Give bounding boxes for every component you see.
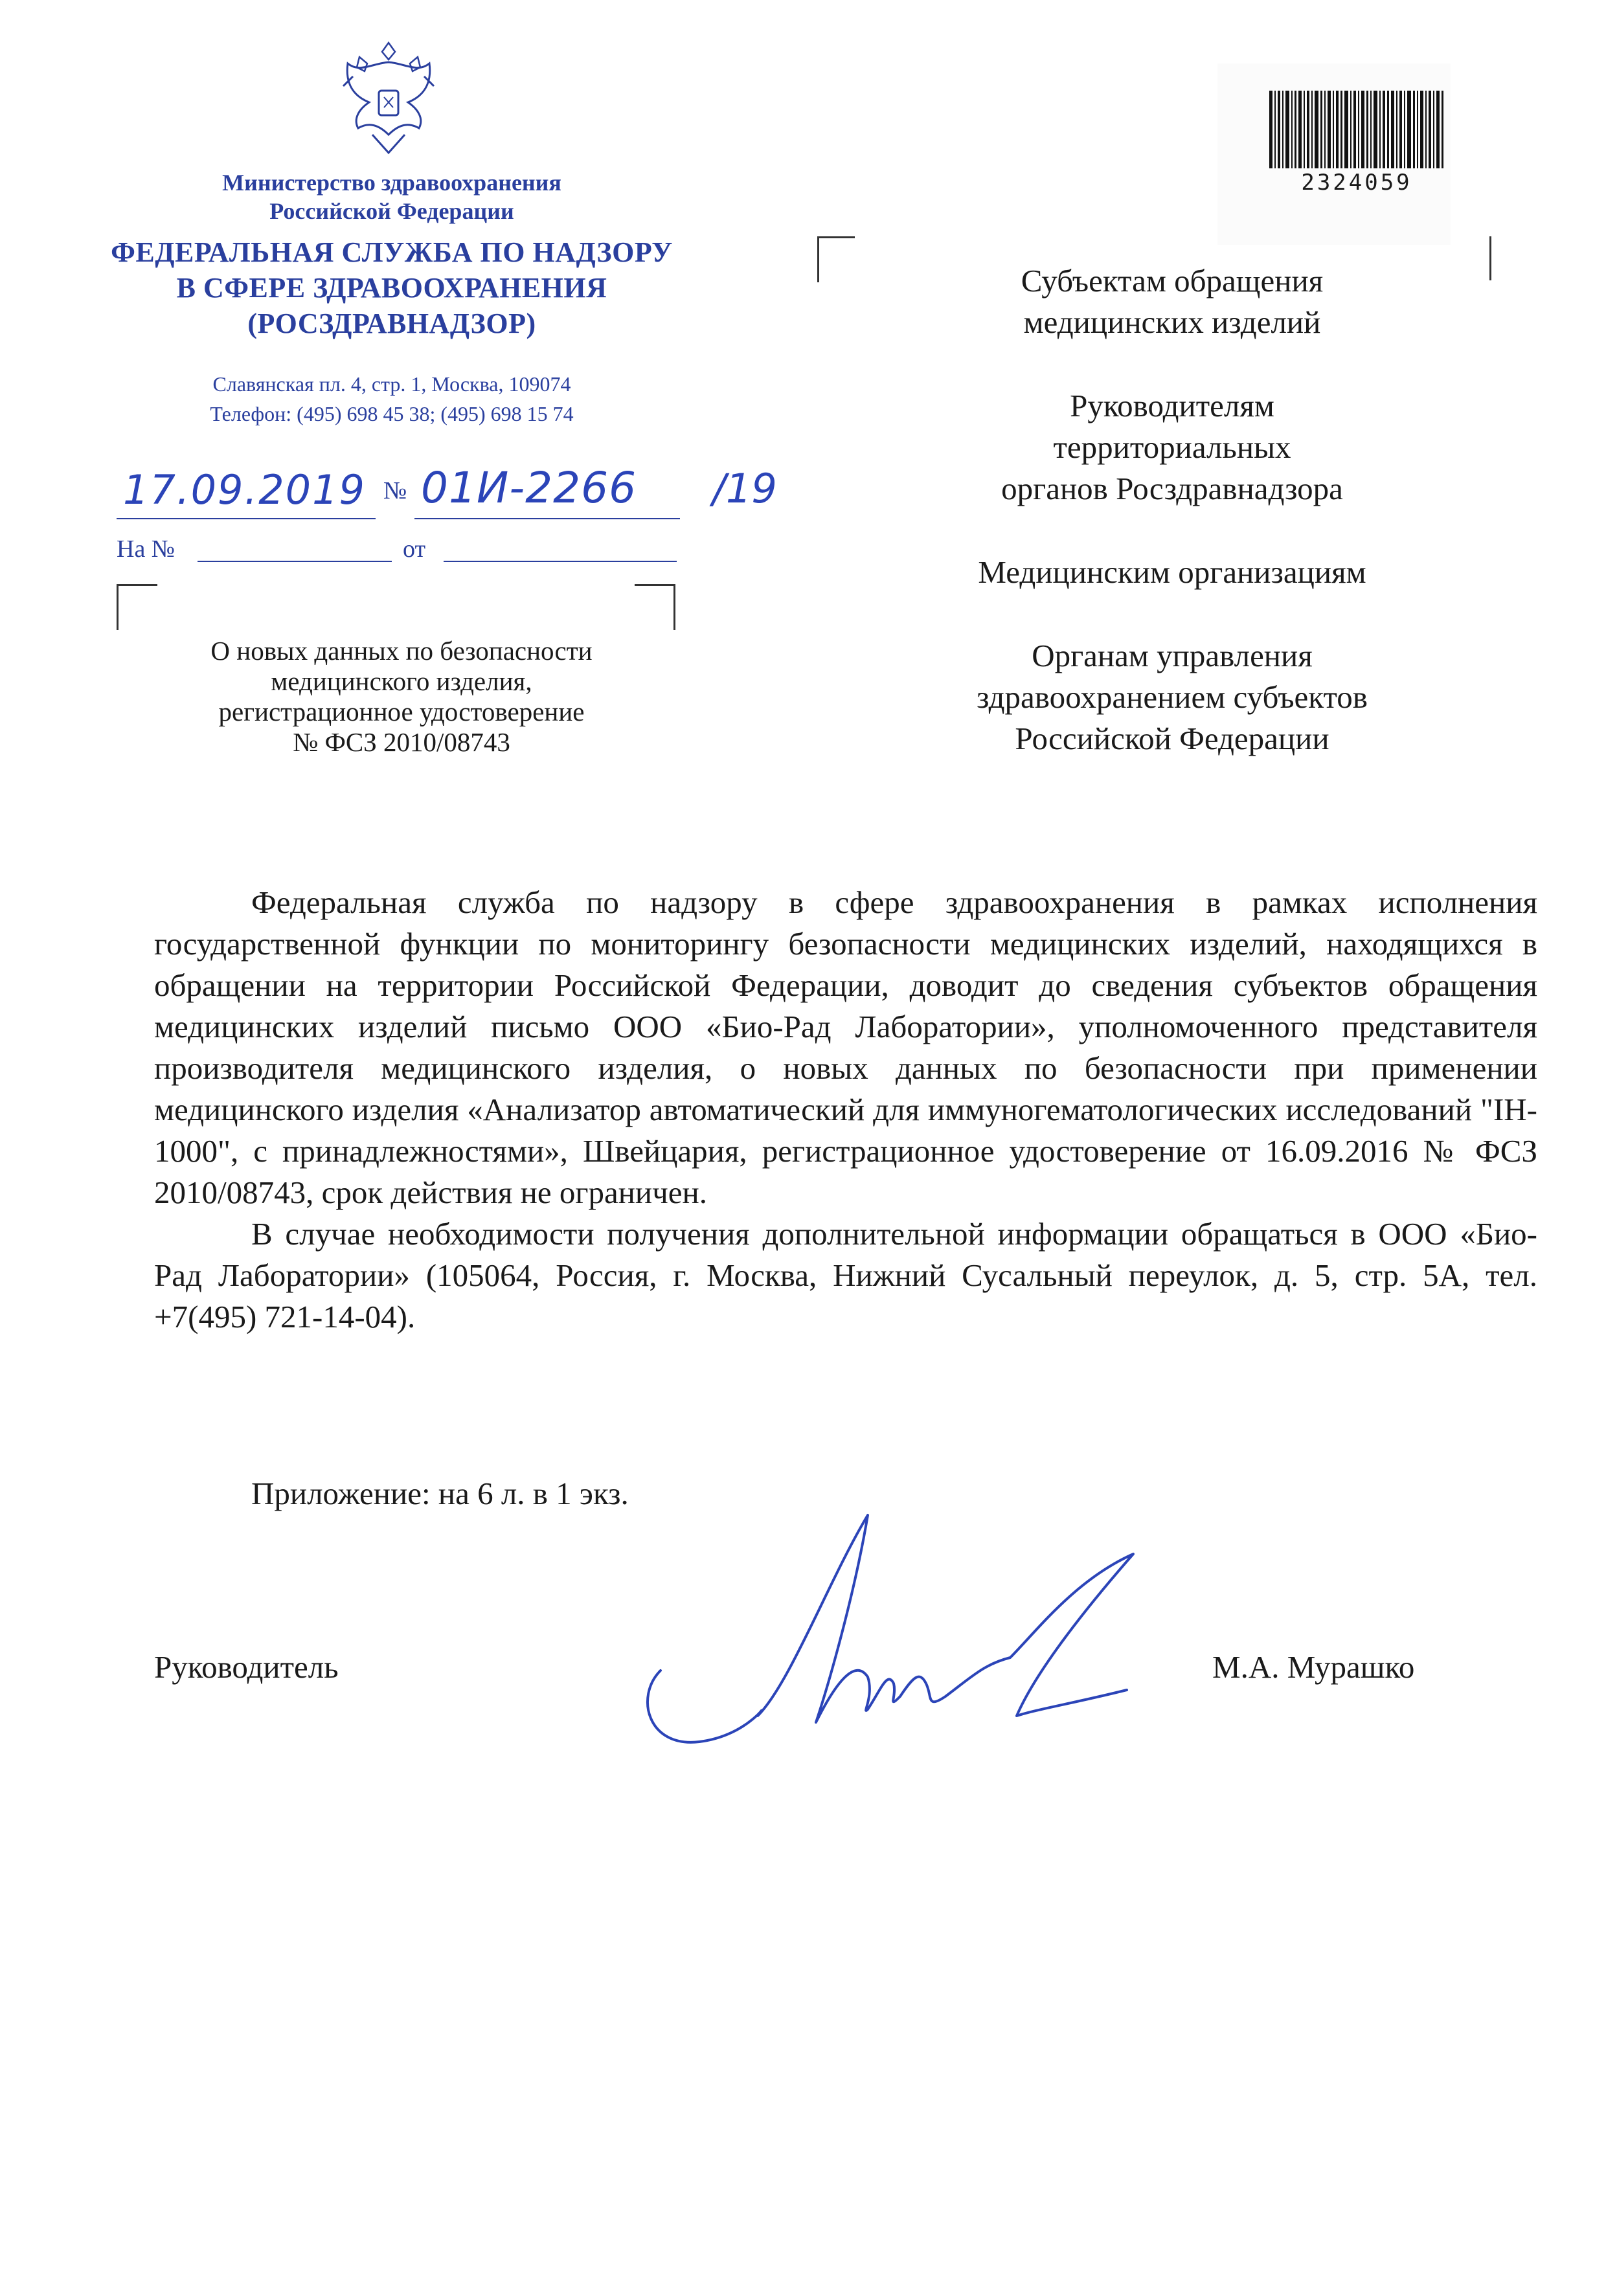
handwritten-signature-icon bbox=[622, 1502, 1140, 1774]
reply-date-line bbox=[444, 561, 677, 562]
reference-year-suffix: /19 bbox=[712, 465, 777, 512]
ministry-line-2: Российской Федерации bbox=[269, 198, 514, 224]
addressee-line: Органам управления bbox=[1032, 638, 1313, 673]
addressee-item bbox=[868, 635, 1476, 760]
addressee-item bbox=[868, 385, 1476, 510]
addressee-line: Российской Федерации bbox=[1015, 721, 1329, 756]
reference-number-line bbox=[414, 518, 680, 519]
service-name bbox=[104, 234, 680, 341]
addressee-line: территориальных bbox=[1053, 429, 1291, 465]
signer-position: Руководитель bbox=[154, 1649, 339, 1685]
subject-line-1: О новых данных по безопасности bbox=[210, 636, 593, 666]
addressee-item bbox=[868, 260, 1476, 343]
service-address bbox=[104, 369, 680, 429]
reply-number-label: На № bbox=[117, 535, 175, 563]
subject-line-4: № ФСЗ 2010/08743 bbox=[293, 727, 510, 757]
reply-number-line bbox=[198, 561, 392, 562]
reference-date: 17.09.2019 bbox=[123, 466, 366, 513]
reply-date-label: от bbox=[403, 535, 426, 563]
addressee-line: здравоохранением субъектов bbox=[977, 679, 1368, 715]
addressee-list bbox=[868, 260, 1476, 802]
addressee-bracket-left bbox=[817, 236, 855, 282]
signer-name: М.А. Мурашко bbox=[1212, 1649, 1415, 1685]
subject-line-2: медицинского изделия, bbox=[271, 666, 532, 696]
barcode-icon bbox=[1269, 91, 1444, 171]
barcode-number: 2324059 bbox=[1301, 170, 1412, 196]
service-line-3: (РОСЗДРАВНАДЗОР) bbox=[247, 308, 536, 339]
addressee-line: медицинских изделий bbox=[1023, 304, 1321, 340]
address-line-2: Телефон: (495) 698 45 38; (495) 698 15 74 bbox=[210, 402, 574, 425]
letter-subject bbox=[117, 636, 686, 758]
reference-number-sign: № bbox=[383, 477, 407, 504]
addressee-item bbox=[868, 552, 1476, 593]
reference-number: 01И-2266 bbox=[421, 463, 637, 513]
subject-bracket-left bbox=[117, 584, 157, 630]
service-line-1: ФЕДЕРАЛЬНАЯ СЛУЖБА ПО НАДЗОРУ bbox=[111, 236, 673, 268]
addressee-line: органов Росздравнадзора bbox=[1001, 471, 1343, 506]
body-paragraph-2: В случае необходимости получения дополнительной информации обращаться в ООО «Био-Рад Лаборатории» (105064, Россия, г. Москва, Нижний Сусальный переулок, д. 5, стр. 5А, тел. +7(495) 721-14-04). bbox=[154, 1216, 1537, 1334]
letter-body bbox=[154, 882, 1537, 1338]
addressee-line: Субъектам обращения bbox=[1021, 263, 1324, 298]
subject-line-3: регистрационное удостоверение bbox=[218, 697, 585, 726]
appendix-note: Приложение: на 6 л. в 1 экз. bbox=[251, 1476, 629, 1511]
addressee-line: Медицинским организациям bbox=[978, 554, 1366, 590]
service-line-2: В СФЕРЕ ЗДРАВООХРАНЕНИЯ bbox=[176, 272, 607, 304]
ministry-line-1: Министерство здравоохранения bbox=[222, 170, 561, 196]
address-line-1: Славянская пл. 4, стр. 1, Москва, 109074 bbox=[212, 372, 571, 396]
ministry-name bbox=[104, 168, 680, 225]
subject-bracket-right bbox=[635, 584, 675, 630]
coat-of-arms-icon bbox=[334, 38, 444, 161]
addressee-line: Руководителям bbox=[1070, 388, 1274, 423]
body-paragraph-1: Федеральная служба по надзору в сфере здравоохранения в рамках исполнения государственной функции по мониторингу безопасности медицинских изделий, находящихся в обращении на территории Российской Федерации, доводит до сведения субъектов обращения медицинских изделий письмо ООО «Био-Рад Лаборатории», уполномоченного представителя производителя медицинского изделия, о новых данных по безопасности при применении медицинского изделия «Анализатор автоматический для иммуногематологических исследований "IH-1000", с принадлежностями», Швейцария, регистрационное удостоверение от 16.09.2016 № ФСЗ 2010/08743, срок действия не ограничен. bbox=[154, 884, 1537, 1210]
reference-date-line bbox=[117, 518, 376, 519]
